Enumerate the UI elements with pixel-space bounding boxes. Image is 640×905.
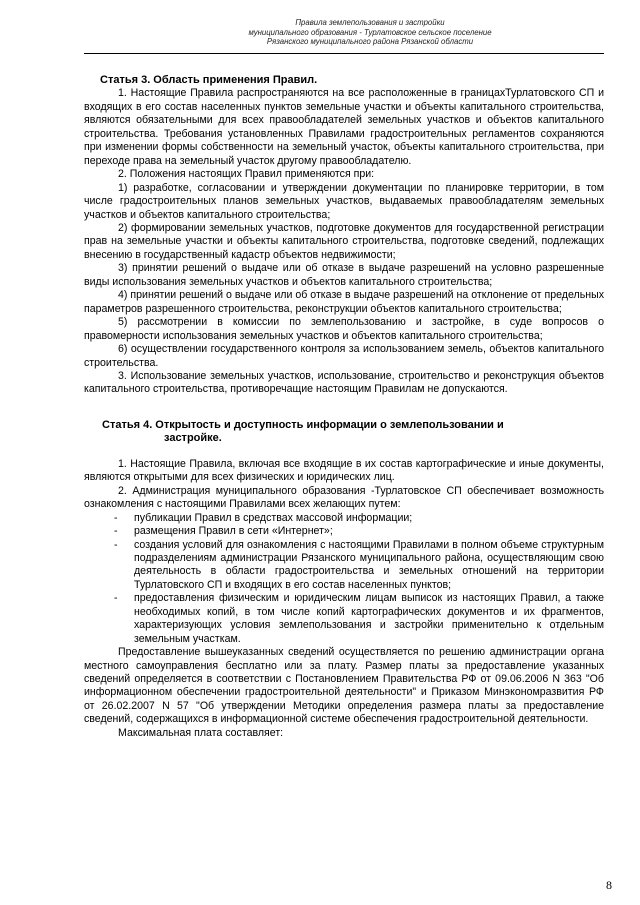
dash-bullet: - <box>114 525 118 538</box>
article-3-paragraph: 4) принятии решений о выдаче или об отказе в выдаче разрешений на отклонение от предельных параметров разрешенного строительства, реконструкции объектов капитального строительства; <box>84 289 604 315</box>
document-body <box>84 74 604 740</box>
header-line-3: Рязанского муниципального района Рязанской области <box>266 37 474 47</box>
article-3-paragraph: 3. Использование земельных участков, использование, строительство и реконструкция объектов капитального строительства, противоречащие настоящим Правилам не допускаются. <box>84 369 604 396</box>
article-4-paragraph: 1. Настоящие Правила, включая все входящие в их состав картографические и иные документы, являются открытыми для всех физических и юридических лиц. <box>84 457 604 484</box>
header-line-1: Правила землепользования и застройки <box>295 18 445 27</box>
dash-bullet: - <box>114 538 118 551</box>
article-4-paragraph: 2. Администрация муниципального образования -Турлатовское СП обеспечивает возможность ознакомления с настоящими Правилами всех желающих путем: <box>84 484 604 511</box>
article-3-paragraph: 6) осуществлении государственного контроля за использованием земель, объектов капитального строительства. <box>84 343 604 369</box>
article-3-paragraph: 2) формировании земельных участков, подготовке документов для государственной регистрации прав на земельные участки и объекты капитального строительства, подготовке сведений, подлежащих внесению в государственный кадастр объектов недвижимости; <box>84 221 604 261</box>
dash-bullet: - <box>114 592 118 605</box>
article-3-title: Статья 3. Область применения Правил. <box>100 74 318 86</box>
article-4-title-cont: застройке. <box>164 432 222 445</box>
spacer <box>84 397 604 419</box>
dash-bullet: - <box>114 511 118 524</box>
article-3-paragraph: 1. Настоящие Правила распространяются на все расположенные в границахТурлатовского СП и входящих в его состав населенных пунктов земельные участки и объекты капитального строительства, являются обязательными для всех правообладателей земельных участков и объектов капитального строительства. Требования установленных Правилами градостроительных регламентов сохраняются при изменении формы собственности на земельный участок, объекты капитального строительства, при переходе права на земельный участок другому правообладателю. <box>84 87 604 167</box>
page-number: 8 <box>606 878 612 892</box>
header-divider <box>84 53 604 54</box>
article-4-paragraph: Предоставление вышеуказанных сведений осуществляется по решению администрации органа местного самоуправления бесплатно или за плату. Размер платы за предоставление указанных сведений определяется в соответствии с Постановлением Правительства РФ от 09.06.2006 N 363 "Об информационном обеспечении градостроительной деятельности" и Приказом Минэкономразвития РФ от 26.02.2007 N 57 "Об утверждении Методики определения размера платы за предоставление сведений, содержащихся в информационной системе обеспечения градостроительной деятельности. <box>84 646 604 726</box>
list-item-text: размещения Правил в сети «Интернет»; <box>134 525 333 538</box>
list-item <box>84 525 604 538</box>
article-4-paragraph: Максимальная плата составляет: <box>118 726 284 739</box>
article-3-paragraph: 1) разработке, согласовании и утверждении документации по планировке территории, в том числе градостроительных планов земельных участков, выдаваемых правообладателям земельных участков и объектов капитального строительства; <box>84 181 604 221</box>
access-methods-list <box>84 512 604 647</box>
list-item <box>84 512 604 525</box>
list-item-text: публикации Правил в средствах массовой информации; <box>134 511 413 524</box>
running-header <box>190 18 550 47</box>
article-3-paragraph: 5) рассмотрении в комиссии по землепользованию и застройке, в суде вопросов о правомерности использования земельных участков и объектов капитального строительства; <box>84 316 604 342</box>
article-3-paragraph: 3) принятии решений о выдаче или об отказе в выдаче разрешений на условно разрешенные виды использования земельных участков и объектов капитального строительства; <box>84 262 604 288</box>
list-item-text: предоставления физическим и юридическим лицам выписок из настоящих Правил, а также необходимых копий, в том числе копий картографических документов и их фрагментов, характеризующих условия землепользования и застройки применительно к отдельным земельным участкам. <box>134 592 604 645</box>
list-item <box>84 592 604 646</box>
article-4-title-line: Статья 4. Открытость и доступность информации о землепользовании и <box>102 418 504 431</box>
list-item <box>84 539 604 593</box>
article-4-title <box>84 419 604 446</box>
header-line-2: муниципального образования - Турлатовское сельское поселение <box>248 27 492 37</box>
spacer <box>84 446 604 458</box>
article-3-paragraph: 2. Положения настоящих Правил применяются при: <box>118 168 375 181</box>
list-item-text: создания условий для ознакомления с настоящими Правилами в полном объеме структурным подразделениям администрации Рязанского муниципального района, осуществляющим свою деятельность в области градостроительства и земельных отношений на территории Турлатовского СП и входящих в его состав населенных пунктов; <box>134 538 604 591</box>
